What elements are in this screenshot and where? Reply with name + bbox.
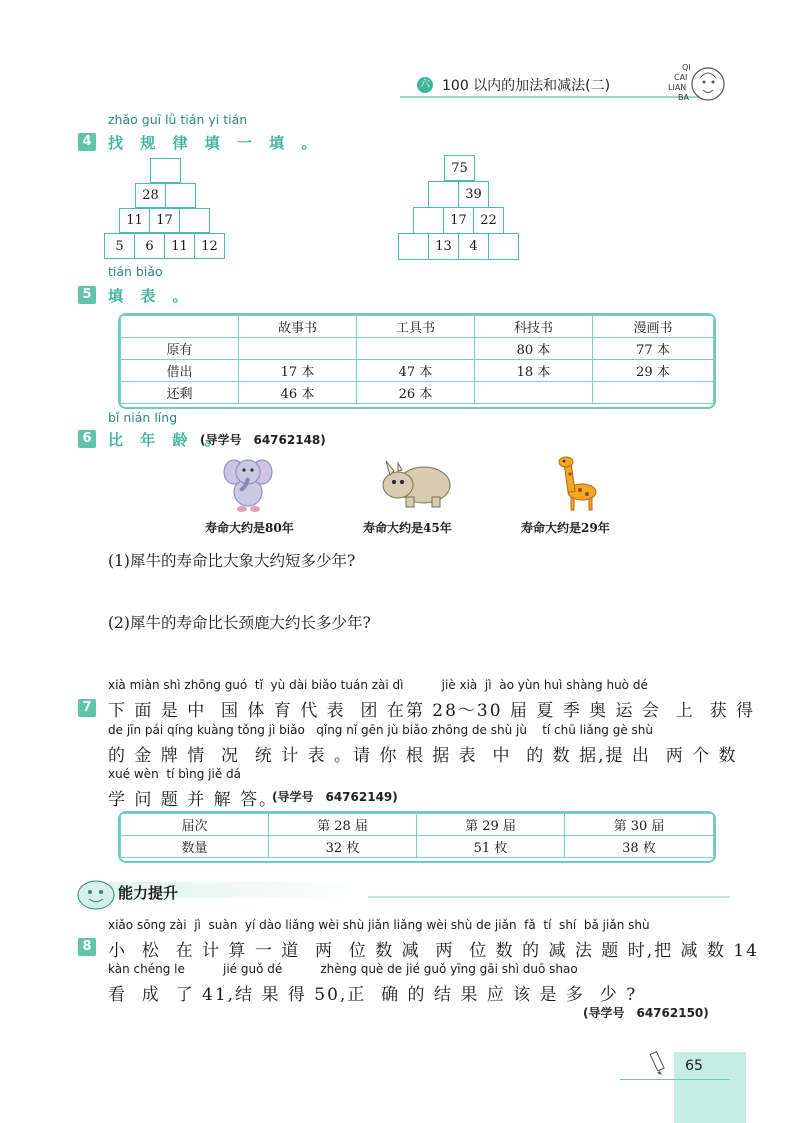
q8-pinyin-line-1: xiǎo sōng zài jì suàn yí dào liǎng wèi shù jiǎn liǎng wèi shù de jiǎn fǎ tí shí bǎ jiǎn shù — [108, 918, 650, 932]
table-header-cell — [121, 316, 239, 338]
logo-text-qi: QI — [682, 63, 691, 72]
table-cell-blank[interactable] — [593, 382, 714, 404]
pyramid-cell[interactable] — [165, 183, 196, 208]
giraffe-caption: 寿命大约是29年 — [521, 521, 610, 535]
table-cell: 18 本 — [475, 360, 593, 382]
q7-pinyin-line-2: de jīn pái qíng kuàng tǒng jì biǎo qǐng nǐ gēn jù biǎo zhōng de shù jù tí chū liǎng gè shù — [108, 723, 654, 737]
table-cell: 38 枚 — [565, 836, 714, 858]
giraffe-icon — [552, 452, 604, 512]
q6-number-badge: 6 — [78, 430, 96, 448]
q8-number-badge: 8 — [78, 938, 96, 956]
pyramid-cell[interactable] — [150, 158, 181, 183]
table-cell: 17 本 — [239, 360, 357, 382]
q5-number-badge: 5 — [78, 286, 96, 304]
table-row — [121, 382, 714, 404]
q4-number-badge: 4 — [78, 133, 96, 151]
medal-table — [118, 811, 716, 863]
table-cell: 47 本 — [357, 360, 475, 382]
pyramid-cell[interactable] — [428, 181, 459, 208]
table-cell: 80 本 — [475, 338, 593, 360]
table-cell: 46 本 — [239, 382, 357, 404]
elephant-caption: 寿命大约是80年 — [205, 521, 294, 535]
page-number: 65 — [685, 1058, 703, 1074]
table-row-label: 还剩 — [121, 382, 239, 404]
page-header-title: 100 以内的加法和减法(二) — [442, 78, 611, 94]
header-rule — [400, 96, 700, 98]
q7-pinyin-line-3: xué wèn tí bìng jiě dá — [108, 767, 242, 781]
q4-title: 找 规 律 填 一 填 。 — [108, 134, 323, 152]
logo-text-cai: CAI — [674, 73, 688, 82]
pyramid-cell[interactable] — [413, 207, 444, 234]
q8-pinyin-line-2: kàn chéng le jié guǒ dé zhèng què de jié guǒ yīng gāi shì duō shao — [108, 962, 578, 976]
q7-number-badge: 7 — [78, 699, 96, 717]
pyramid-cell[interactable] — [398, 233, 429, 260]
q7-guide-number: (导学号 64762149) — [272, 790, 398, 804]
table-row-label: 原有 — [121, 338, 239, 360]
q8-text-line-1: 小 松 在 计 算 一 道 两 位 数 减 两 位 数 的 减 法 题 时,把 减 数 14 — [108, 941, 759, 961]
pyramid-cell: 12 — [194, 233, 225, 259]
logo-text-lian: LIAN — [668, 83, 687, 92]
logo-text-ba: BA — [678, 93, 689, 102]
table-header-cell: 科技书 — [475, 316, 593, 338]
q6-pinyin: bǐ nián líng — [108, 410, 178, 425]
q5-title: 填 表 。 — [108, 287, 194, 305]
pyramid-cell[interactable] — [488, 233, 519, 260]
table-cell: 77 本 — [593, 338, 714, 360]
q6-guide-number: (导学号 64762148) — [200, 433, 326, 447]
q6-subquestion-1: (1)犀牛的寿命比大象大约短多少年? — [108, 552, 356, 570]
chapter-mark: 六 — [417, 77, 433, 93]
q5-pinyin: tián biǎo — [108, 264, 163, 279]
q7-text-line-1: 下 面 是 中 国 体 育 代 表 团 在第 28～30 届 夏 季 奥 运 会 上 获 得 — [108, 701, 755, 721]
table-row — [121, 360, 714, 382]
pyramid-cell[interactable] — [179, 208, 210, 233]
table-cell: 26 本 — [357, 382, 475, 404]
table-header-cell: 工具书 — [357, 316, 475, 338]
table-cell: 29 本 — [593, 360, 714, 382]
pyramid-cell: 28 — [135, 183, 166, 208]
pyramid-cell: 13 — [428, 233, 459, 260]
pyramid-cell: 4 — [458, 233, 489, 260]
q6-answer-area-2[interactable] — [108, 637, 688, 672]
q8-text-line-2: 看 成 了 41,结 果 得 50,正 确 的 结 果 应 该 是 多 少 ? — [108, 985, 638, 1005]
elephant-icon — [222, 450, 274, 514]
library-table — [118, 313, 716, 409]
section-title: 能力提升 — [118, 884, 179, 902]
table-cell-blank[interactable] — [239, 338, 357, 360]
pyramid-cell: 17 — [443, 207, 474, 234]
table-header-cell: 届次 — [121, 814, 269, 836]
table-row-label: 数量 — [121, 836, 269, 858]
q4-pinyin: zhǎo guī lǜ tián yi tián — [108, 112, 248, 127]
table-header-row — [121, 814, 714, 836]
rhino-icon — [380, 455, 454, 511]
table-header-cell: 漫画书 — [593, 316, 714, 338]
table-cell: 32 枚 — [269, 836, 417, 858]
q6-title: 比 年 龄 。 — [108, 431, 226, 449]
q7-text-line-2: 的 金 牌 情 况 统 计 表 。请 你 根 据 表 中 的 数 据,提 出 两 个 数 — [108, 746, 738, 766]
rhino-caption: 寿命大约是45年 — [363, 521, 452, 535]
q6-subquestion-2: (2)犀牛的寿命比长颈鹿大约长多少年? — [108, 614, 371, 632]
pyramid-cell: 22 — [473, 207, 504, 234]
table-row-label: 借出 — [121, 360, 239, 382]
mascot-icon — [76, 878, 116, 912]
qicailianba-logo — [660, 56, 730, 116]
pyramid-cell: 75 — [444, 155, 475, 181]
q6-answer-area-1[interactable] — [108, 575, 688, 605]
pyramid-cell: 11 — [119, 208, 150, 233]
table-cell-blank[interactable] — [475, 382, 593, 404]
table-row — [121, 338, 714, 360]
table-cell-blank[interactable] — [357, 338, 475, 360]
table-header-cell: 第 30 届 — [565, 814, 714, 836]
q7-pinyin-line-1: xià miàn shì zhōng guó tǐ yù dài biǎo tuán zài dì jiè xià jì ào yùn huì shàng huò dé — [108, 678, 648, 692]
table-header-row — [121, 316, 714, 338]
table-header-cell: 第 28 届 — [269, 814, 417, 836]
pyramid-cell: 39 — [458, 181, 489, 208]
table-cell: 51 枚 — [417, 836, 565, 858]
pyramid-cell: 6 — [134, 233, 165, 259]
pencil-icon — [648, 1050, 668, 1076]
table-header-cell: 故事书 — [239, 316, 357, 338]
q7-text-line-3: 学 问 题 并 解 答。 — [108, 790, 279, 810]
pyramid-cell: 5 — [104, 233, 135, 259]
pyramid-cell: 11 — [164, 233, 195, 259]
q8-guide-number: (导学号 64762150) — [583, 1006, 709, 1020]
table-header-cell: 第 29 届 — [417, 814, 565, 836]
pyramid-cell: 17 — [149, 208, 180, 233]
table-row — [121, 836, 714, 858]
page-number-rule — [620, 1079, 730, 1080]
